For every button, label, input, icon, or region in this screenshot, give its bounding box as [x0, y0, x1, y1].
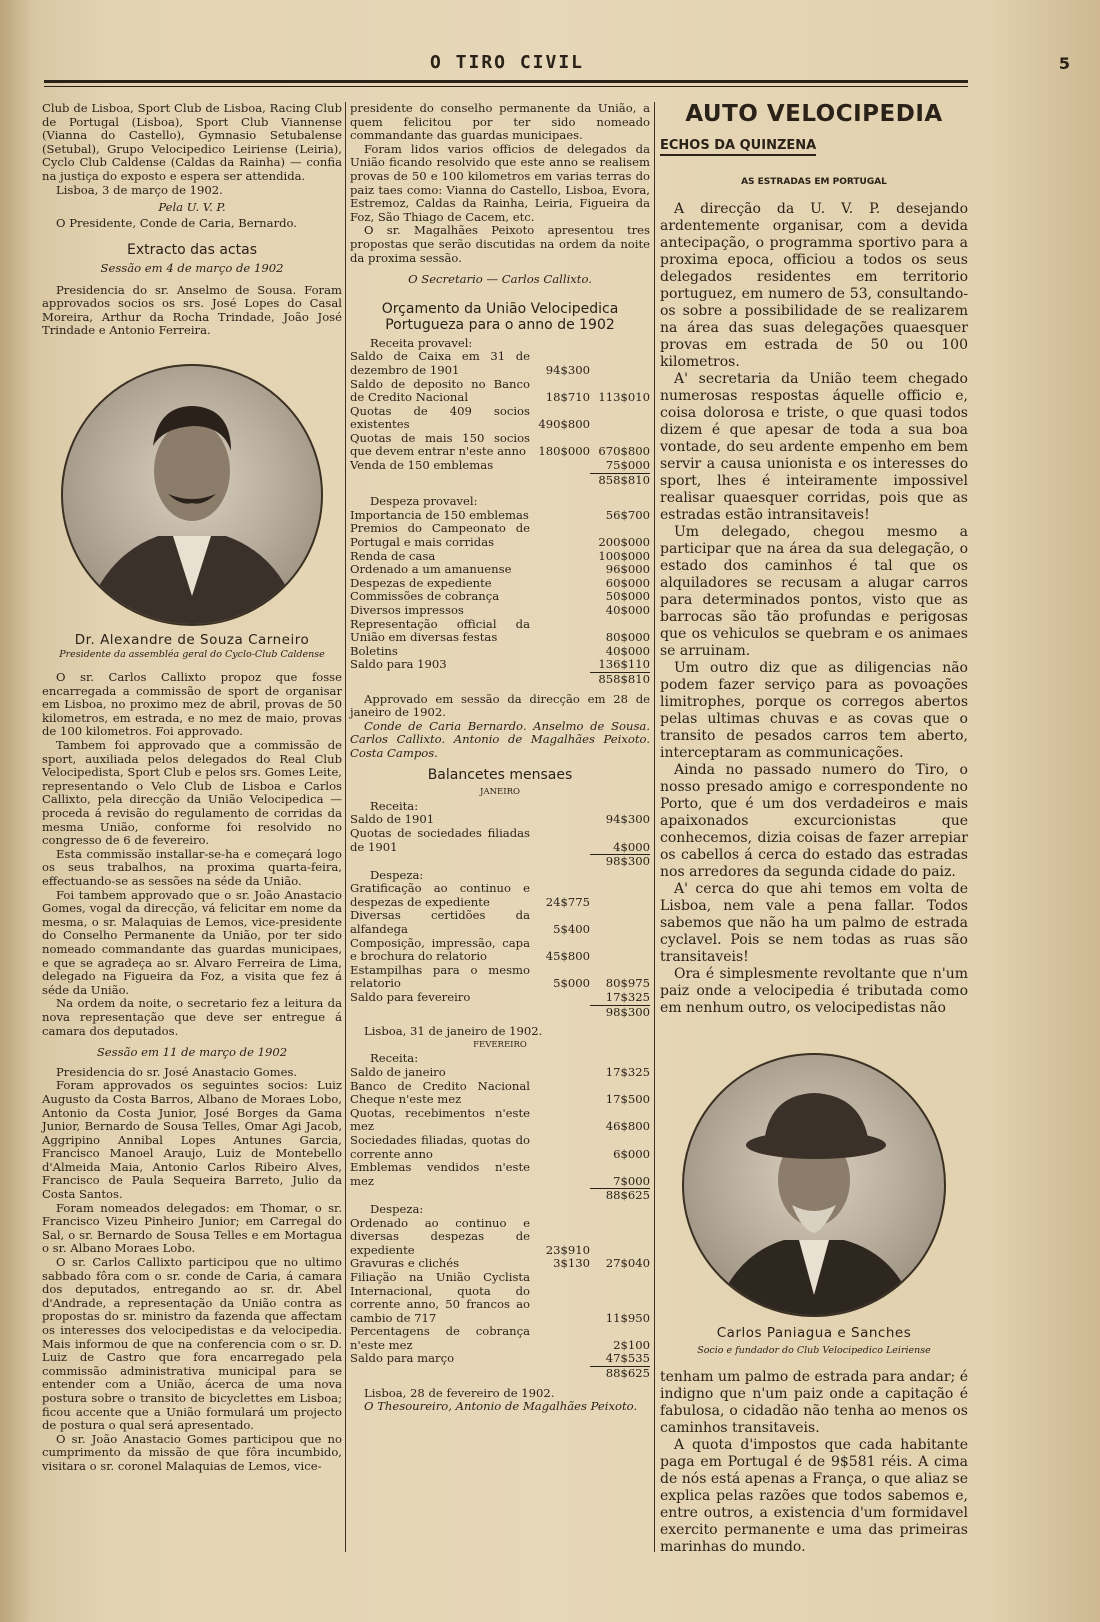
paragraph: Ora é simplesmente revoltante que n'um paiz onde a velocipedia é tributada como em nenhum outro, os velocipedistas não [660, 966, 968, 1016]
ledger-row [350, 432, 650, 459]
ledger-value: 94$300 [545, 362, 590, 377]
ledger-label: Premios do Campeonato de Portugal e mais corridas [350, 521, 530, 550]
ledger-label: Gratificação ao continuo e despezas de expediente [350, 881, 530, 909]
page-number: 5 [1058, 54, 1070, 73]
jan-date: Lisboa, 31 de janeiro de 1902. [364, 1024, 543, 1039]
ledger-row [350, 882, 650, 909]
ledger-value: 100$000 [598, 548, 650, 563]
portrait-subcaption: Presidente da assembléa geral do Cyclo-Club Caldense [59, 648, 325, 660]
fev-date: Lisboa, 28 de fevereiro de 1902. [364, 1385, 555, 1400]
paragraph: Na ordem da noite, o secretario fez a leitura da nova representação que deve ser entregue á camara dos deputados. [42, 996, 342, 1038]
section-title: Extracto das actas [126, 242, 257, 259]
jan-receita-table [350, 813, 650, 854]
echos-heading: ECHOS DA QUINZENA [660, 137, 816, 156]
ledger-label: Ordenado ao continuo e diversas despezas de expediente [350, 1215, 530, 1257]
ledger-value: 24$775 [545, 894, 590, 909]
paragraph: A quota d'impostos que cada habitante paga em Portugal é de 9$581 réis. A cima de nós está apenas a França, o que aliaz se explica pelas razões que todos sabemos e, entre outros, a existencia d'um formidavel exercito permanente e uma das primeiras marinhas do mundo. [660, 1437, 968, 1555]
paragraph: A direcção da U. V. P. desejando ardentemente organisar, com a devida antecipação, o programma sportivo para a proxima epoca, officiou a todos os seus delegados residentes em territorio portuguez, em numero de 53, consultando-os sobre a possibilidade de se realizarem na área das suas delegações quaesquer provas em estrada de 50 ou 100 kilometros. [660, 201, 968, 370]
despeza-total: 858$810 [590, 672, 650, 687]
ledger-value: 180$000 [538, 444, 590, 459]
paragraph: O sr. Carlos Callixto propoz que fosse encarregada a commissão de sport de organisar em Lisboa, no proximo mez de abril, provas de 50 kilometros, em estrada, e no mez de maio, provas de 100 kilometros. Foi approvado. [42, 670, 342, 739]
fev-receita-table [350, 1066, 650, 1188]
ledger-value: 5$400 [553, 922, 590, 937]
ledger-row [350, 1080, 650, 1107]
ledger-label: Gravuras e clichés [350, 1256, 460, 1271]
ledger-row [350, 618, 650, 645]
paragraph: Foi tambem approvado que o sr. João Anastacio Gomes, vogal da direcção, vá felicitar em nome da mesma, o sr. Malaquias de Lemos, vice-presidente do Conselho Permanente da União, por ter sido nomeado commandante das guardas municipaes, e que se agradeça ao sr. Alvaro Ferreira de Lima, delegado na Figueira da Foz, a visita que fez á séde da União. [42, 887, 342, 997]
despeza-total-row [350, 672, 650, 687]
ledger-label: Venda de 150 emblemas [350, 458, 494, 473]
ledger-row [350, 658, 650, 672]
ledger-value: 18$710 [545, 390, 590, 405]
paragraph: O sr. Carlos Callixto participou que no ultimo sabbado fôra com o sr. conde de Caria, á camara dos deputados, entregando ao sr. dr. Abel d'Andrade, a representação da União contra as propostas do sr. ministro da fazenda que affectam os interesses dos velocipedistas e da velocipedia. Mais informou de que na conferencia com o sr. D. Luiz de Castro que fora encarregado pela commissão administrativa municipal para se entender com a União, ácerca de uma nova postura sobre o transito de bicyclettes em Lisboa; ficou accente que a União formulará um projecto de postura o qual será apresentado. [42, 1255, 342, 1433]
ledger-value: 4$000 [613, 839, 650, 854]
secretary-signature: O Secretario — Carlos Callixto. [408, 272, 592, 287]
paragraph: A' cerca do que ahi temos em volta de Lisboa, nem vale a pena fallar. Todos sabemos que não ha um palmo de estrada cyclavel. Pois se nem todas as ruas são transitaveis! [660, 881, 968, 965]
jan-total-row [350, 1005, 650, 1020]
portrait-illustration [684, 1055, 944, 1315]
ledger-label: Despezas de expediente [350, 575, 492, 590]
paragraph: Foram nomeados delegados: em Thomar, o sr. Francisco Vizeu Pinheiro Junior; em Carregal do Sal, o sr. Bernardo de Sousa Telles e em Mortagua o sr. Albano Moraes Lobo. [42, 1200, 342, 1256]
ledger-row [350, 1107, 650, 1134]
signature-president: O Presidente, Conde de Caria, Bernardo. [56, 215, 297, 230]
ledger-row [350, 563, 650, 577]
ledger-label: Quotas, recebimentos n'este mez [350, 1105, 530, 1134]
despeza-label: Despeza provavel: [370, 494, 478, 509]
ledger-label: Saldo de 1901 [350, 812, 435, 827]
ledger-value: 6$000 [613, 1146, 650, 1161]
ledger-label: Composição, impressão, capa e brochura do relatorio [350, 935, 530, 964]
ledger-row [350, 509, 650, 523]
fev-receita-total: 88$625 [590, 1188, 650, 1203]
ledger-row [350, 459, 650, 473]
portrait-caption: Carlos Paniagua e Sanches [716, 1325, 912, 1341]
ledger-value: 40$000 [605, 603, 650, 617]
treasurer-signature: O Thesoureiro, Antonio de Magalhães Peixoto. [364, 1399, 638, 1414]
column-3 [660, 102, 968, 1556]
ledger-label: Representação official da União em diversas festas [350, 616, 530, 645]
paragraph: Ainda no passado numero do Tiro, o nosso presado amigo e correspondente no Porto, que é um dos verdadeiros e mais apaixonados excurcionistas que conhecemos, dizia coisas de fazer arrepiar os cabellos á cerca do estado das estradas nos arredores da segunda cidade do paiz. [660, 762, 968, 880]
receita-label: Receita provavel: [370, 335, 473, 350]
paragraph: O sr. João Anastacio Gomes participou que no cumprimento da missão de que fôra incumbido, visitara o sr. coronel Malaquias de Lemos, vice- [42, 1431, 342, 1473]
ledger-label: Estampilhas para o mesmo relatorio [350, 962, 530, 991]
ledger-row [350, 1271, 650, 1325]
ledger-row [350, 991, 650, 1005]
ledger-row [350, 350, 650, 377]
ledger-value: 80$975 [605, 976, 650, 991]
column-2 [350, 102, 650, 1414]
ledger-row [350, 1134, 650, 1161]
ledger-value: 46$800 [605, 1119, 650, 1134]
ledger-row [350, 378, 650, 405]
session1-text: Presidencia do sr. Anselmo de Sousa. Foram approvados socios os srs. José Lopes do Casal Moreira, Arthur da Rocha Trindade, João José Trindade e Antonio Ferreira. [42, 282, 342, 338]
ledger-label: Renda de casa [350, 548, 436, 563]
paragraph: O sr. Magalhães Peixoto apresentou tres propostas que serão discutidas na ordem da noite da proxima sessão. [350, 223, 650, 265]
despeza-table [350, 509, 650, 672]
column-divider-1 [345, 102, 346, 1552]
ledger-row [350, 1066, 650, 1080]
column-1 [42, 102, 342, 1474]
ledger-row [350, 827, 650, 854]
portrait-subcaption: Socio e fundador do Club Velocipedico Leiriense [697, 1345, 931, 1356]
receita-total: 858$810 [590, 473, 650, 488]
jan-despeza-label: Despeza: [370, 867, 424, 882]
ledger-value: 11$950 [605, 1310, 650, 1325]
janeiro-label: JANEIRO [480, 787, 520, 798]
ledger-value: 670$800 [598, 444, 650, 459]
jan-receita-total: 98$300 [590, 854, 650, 869]
ledger-value: 96$000 [605, 562, 650, 577]
ledger-value: 490$800 [538, 417, 590, 432]
ledger-value: 5$000 [553, 976, 590, 991]
ledger-value: 136$110 [598, 657, 650, 672]
ledger-row [350, 813, 650, 827]
portrait-sanches [682, 1053, 946, 1317]
paragraph: Um outro diz que as diligencias não podem fazer serviço para as povoações limitrophes, porque os corregos abertos pelas ultimas chuvas e as covas que o transito de pesados carros tem aberto, interceptaram as communicações. [660, 660, 968, 761]
ledger-value: 3$130 [553, 1256, 590, 1271]
approval-signers: Conde de Caria Bernardo. Anselmo de Sousa. Carlos Callixto. Antonio de Magalhães Peixoto. Costa Campos. [350, 718, 650, 760]
ledger-value: 200$000 [598, 535, 650, 550]
ledger-value: 17$325 [605, 990, 650, 1005]
ledger-label: Boletins [350, 643, 398, 658]
budget-title: Orçamento da União Velocipedica Portugueza para o anno de 1902 [381, 300, 619, 333]
paragraph: A' secretaria da União teem chegado numerosas respostas áquelle officio e, coisa dolorosa e triste, o que quasi todos dizem é que apesar de toda a sua boa vontade, do seu ardente empenho em bem servir a causa unionista e os interesses do sport, lhes é inteiramente impossivel realisar quaesquer corridas, pois que as estradas estão intransitaveis! [660, 371, 968, 523]
ledger-value: 40$000 [605, 643, 650, 658]
ledger-row [350, 577, 650, 591]
ledger-row [350, 522, 650, 549]
ledger-value: 94$300 [605, 812, 650, 827]
fev-total: 88$625 [590, 1366, 650, 1381]
fev-total-row [350, 1366, 650, 1381]
ledger-label: Saldo de Caixa em 31 de dezembro de 1901 [350, 349, 530, 377]
receita-total-row [350, 473, 650, 488]
ledger-row [350, 590, 650, 604]
ledger-label: Percentagens de cobrança n'este mez [350, 1324, 530, 1352]
paragraph: Um delegado, chegou mesmo a participar que na área da sua delegação, o estado dos caminhos é tal que os alquiladores se recusam a alugar carros para determinados pontos, visto que as barrocas são tão profundas e perigosas que os vehiculos se quebram e os animaes se arruinam. [660, 524, 968, 659]
ledger-label: Saldo de janeiro [350, 1065, 446, 1079]
ledger-label: Emblemas vendidos n'este mez [350, 1160, 530, 1188]
portrait-caption: Dr. Alexandre de Souza Carneiro [74, 631, 310, 648]
ledger-label: Commissões de cobrança [350, 589, 500, 604]
ledger-value: 17$500 [605, 1092, 650, 1107]
ledger-row [350, 645, 650, 659]
ledger-label: Diversas certidões da alfandega [350, 908, 530, 937]
balancetes-title: Balancetes mensaes [427, 766, 573, 783]
ledger-value: 47$535 [605, 1351, 650, 1366]
ledger-row [350, 1325, 650, 1352]
ledger-label: Filiação na União Cyclista Internacional, quota do corrente anno, 50 francos ao cambio de 717 [350, 1269, 530, 1325]
header-rule [44, 80, 968, 83]
session1-title: Sessão em 4 de março de 1902 [100, 260, 284, 275]
column-divider-2 [654, 102, 655, 1552]
jan-receita-label: Receita: [370, 798, 419, 813]
section-headline: AUTO VELOCIPEDIA [685, 101, 943, 127]
ledger-row [350, 1352, 650, 1366]
fev-despeza-table [350, 1217, 650, 1367]
paragraph: Tambem foi approvado que a commissão de sport, auxiliada pelos delegados do Real Club Velocipedista, Sport Club e pelos srs. Gomes Leite, representando o Velo Club de Lisboa e Carlos Callixto, pela direcção da União Velocipedica — proceda á revisão do regulamento de corridas da mesma União, conforme foi resolvido no congresso de 6 de fevereiro. [42, 738, 342, 848]
ledger-label: Diversos impressos [350, 603, 464, 617]
ledger-row [350, 1161, 650, 1188]
ledger-value: 7$000 [613, 1173, 650, 1188]
ledger-value: 2$100 [613, 1337, 650, 1352]
ledger-label: Quotas de sociedades filiadas de 1901 [350, 825, 530, 854]
ledger-value: 45$800 [545, 949, 590, 964]
approval-text: Approvado em sessão da direcção em 28 de janeiro de 1902. [350, 691, 650, 720]
page-header [44, 48, 1070, 78]
portrait-carneiro [61, 364, 323, 626]
subheading: AS ESTRADAS EM PORTUGAL [741, 177, 887, 187]
ledger-label: Saldo de deposito no Banco de Credito Nacional [350, 376, 530, 405]
ledger-value: 80$000 [605, 630, 650, 645]
opening-paragraph: presidente do conselho permanente da União, a quem felicitou por ter sido nomeado commandante das guardas municipaes. [350, 101, 650, 143]
ledger-row [350, 550, 650, 564]
jan-receita-total-row [350, 854, 650, 869]
fev-receita-label: Receita: [370, 1051, 419, 1066]
ledger-value: 50$000 [605, 589, 650, 604]
ledger-value: 75$000 [605, 458, 650, 473]
ledger-label: Importancia de 150 emblemas [350, 507, 529, 522]
ledger-row [350, 937, 650, 964]
jan-total: 98$300 [590, 1005, 650, 1020]
fevereiro-label: FEVEREIRO [473, 1039, 527, 1050]
ledger-label: Quotas de 409 socios existentes [350, 403, 530, 432]
paragraph: Foram lidos varios officios de delegados da União ficando resolvido que este anno se realisem provas de 50 e 100 kilometros em varias terras do paiz taes como: Vianna do Castello, Lisboa, Evora, Estremoz, Caldas da Rainha, Leiria, Figueira da Foz, São Thiago de Cacem, etc. [350, 141, 650, 224]
ledger-label: Ordenado a um amanuense [350, 562, 512, 577]
paragraph: Presidencia do sr. José Anastacio Gomes. [56, 1064, 298, 1079]
ledger-label: Sociedades filiadas, quotas do corrente anno [350, 1132, 530, 1161]
ledger-label: Saldo para março [350, 1351, 455, 1366]
ledger-label: Banco de Credito Nacional Cheque n'este mez [350, 1078, 530, 1107]
jan-despeza-table [350, 882, 650, 1004]
masthead-title: O TIRO CIVIL [429, 52, 585, 73]
ledger-row [350, 1257, 650, 1271]
session2-title: Sessão em 11 de março de 1902 [96, 1045, 288, 1060]
ledger-value: 27$040 [605, 1256, 650, 1271]
ledger-value: 60$000 [605, 575, 650, 590]
ledger-label: Saldo para 1903 [350, 657, 447, 672]
ledger-label: Saldo para fevereiro [350, 990, 471, 1005]
ledger-label: Quotas de mais 150 socios que devem entrar n'este anno [350, 430, 530, 459]
ledger-value: 56$700 [605, 507, 650, 522]
header-rule-thin [44, 86, 968, 87]
ledger-row [350, 1217, 650, 1258]
ledger-row [350, 405, 650, 432]
ledger-row [350, 909, 650, 936]
paragraph: Foram approvados os seguintes socios: Luiz Augusto da Costa Barros, Albano de Moraes Lobo, Antonio da Costa Junior, José Borges da Gama Junior, Bernardo de Sousa Telles, Omar Agi Jacob, Aggripino Annibal Lopes Antunes Garcia, Francisco Manoel Araujo, Luiz de Montebello d'Almeida Maia, Antonio Carlos Ribeiro Alves, Francisco de Paula Sequeira Barreto, Julio da Costa Santos. [42, 1078, 342, 1202]
ledger-row [350, 964, 650, 991]
receita-table [350, 350, 650, 472]
paragraph: Esta commissão installar-se-ha e começará logo os seus trabalhos, na proxima quarta-feira, effectuando-se as sessões na séde da União. [42, 846, 342, 888]
date-line: Lisboa, 3 de março de 1902. [56, 182, 223, 197]
paragraph: tenham um palmo de estrada para andar; é indigno que n'um paiz onde a capitação é fabulosa, o cidadão não tenha ao menos os caminhos transitaveis. [660, 1369, 968, 1436]
opening-paragraph: Club de Lisboa, Sport Club de Lisboa, Racing Club de Portugal (Lisboa), Sport Club Viannense (Vianna do Castello), Gymnasio Setubalense (Setubal), Grupo Velocipedico Leiriense (Leiria), Cyclo Club Caldense (Caldas da Rainha) — confia na justiça do exposto e espera ser attendida. [42, 101, 342, 183]
signature-for: Pela U. V. P. [158, 200, 226, 215]
ledger-value: 23$910 [545, 1242, 590, 1257]
portrait-illustration [63, 366, 321, 624]
ledger-row [350, 604, 650, 618]
ledger-value: 17$325 [605, 1065, 650, 1079]
fev-receita-total-row [350, 1188, 650, 1203]
fev-despeza-label: Despeza: [370, 1201, 424, 1216]
ledger-value: 113$010 [598, 390, 650, 405]
